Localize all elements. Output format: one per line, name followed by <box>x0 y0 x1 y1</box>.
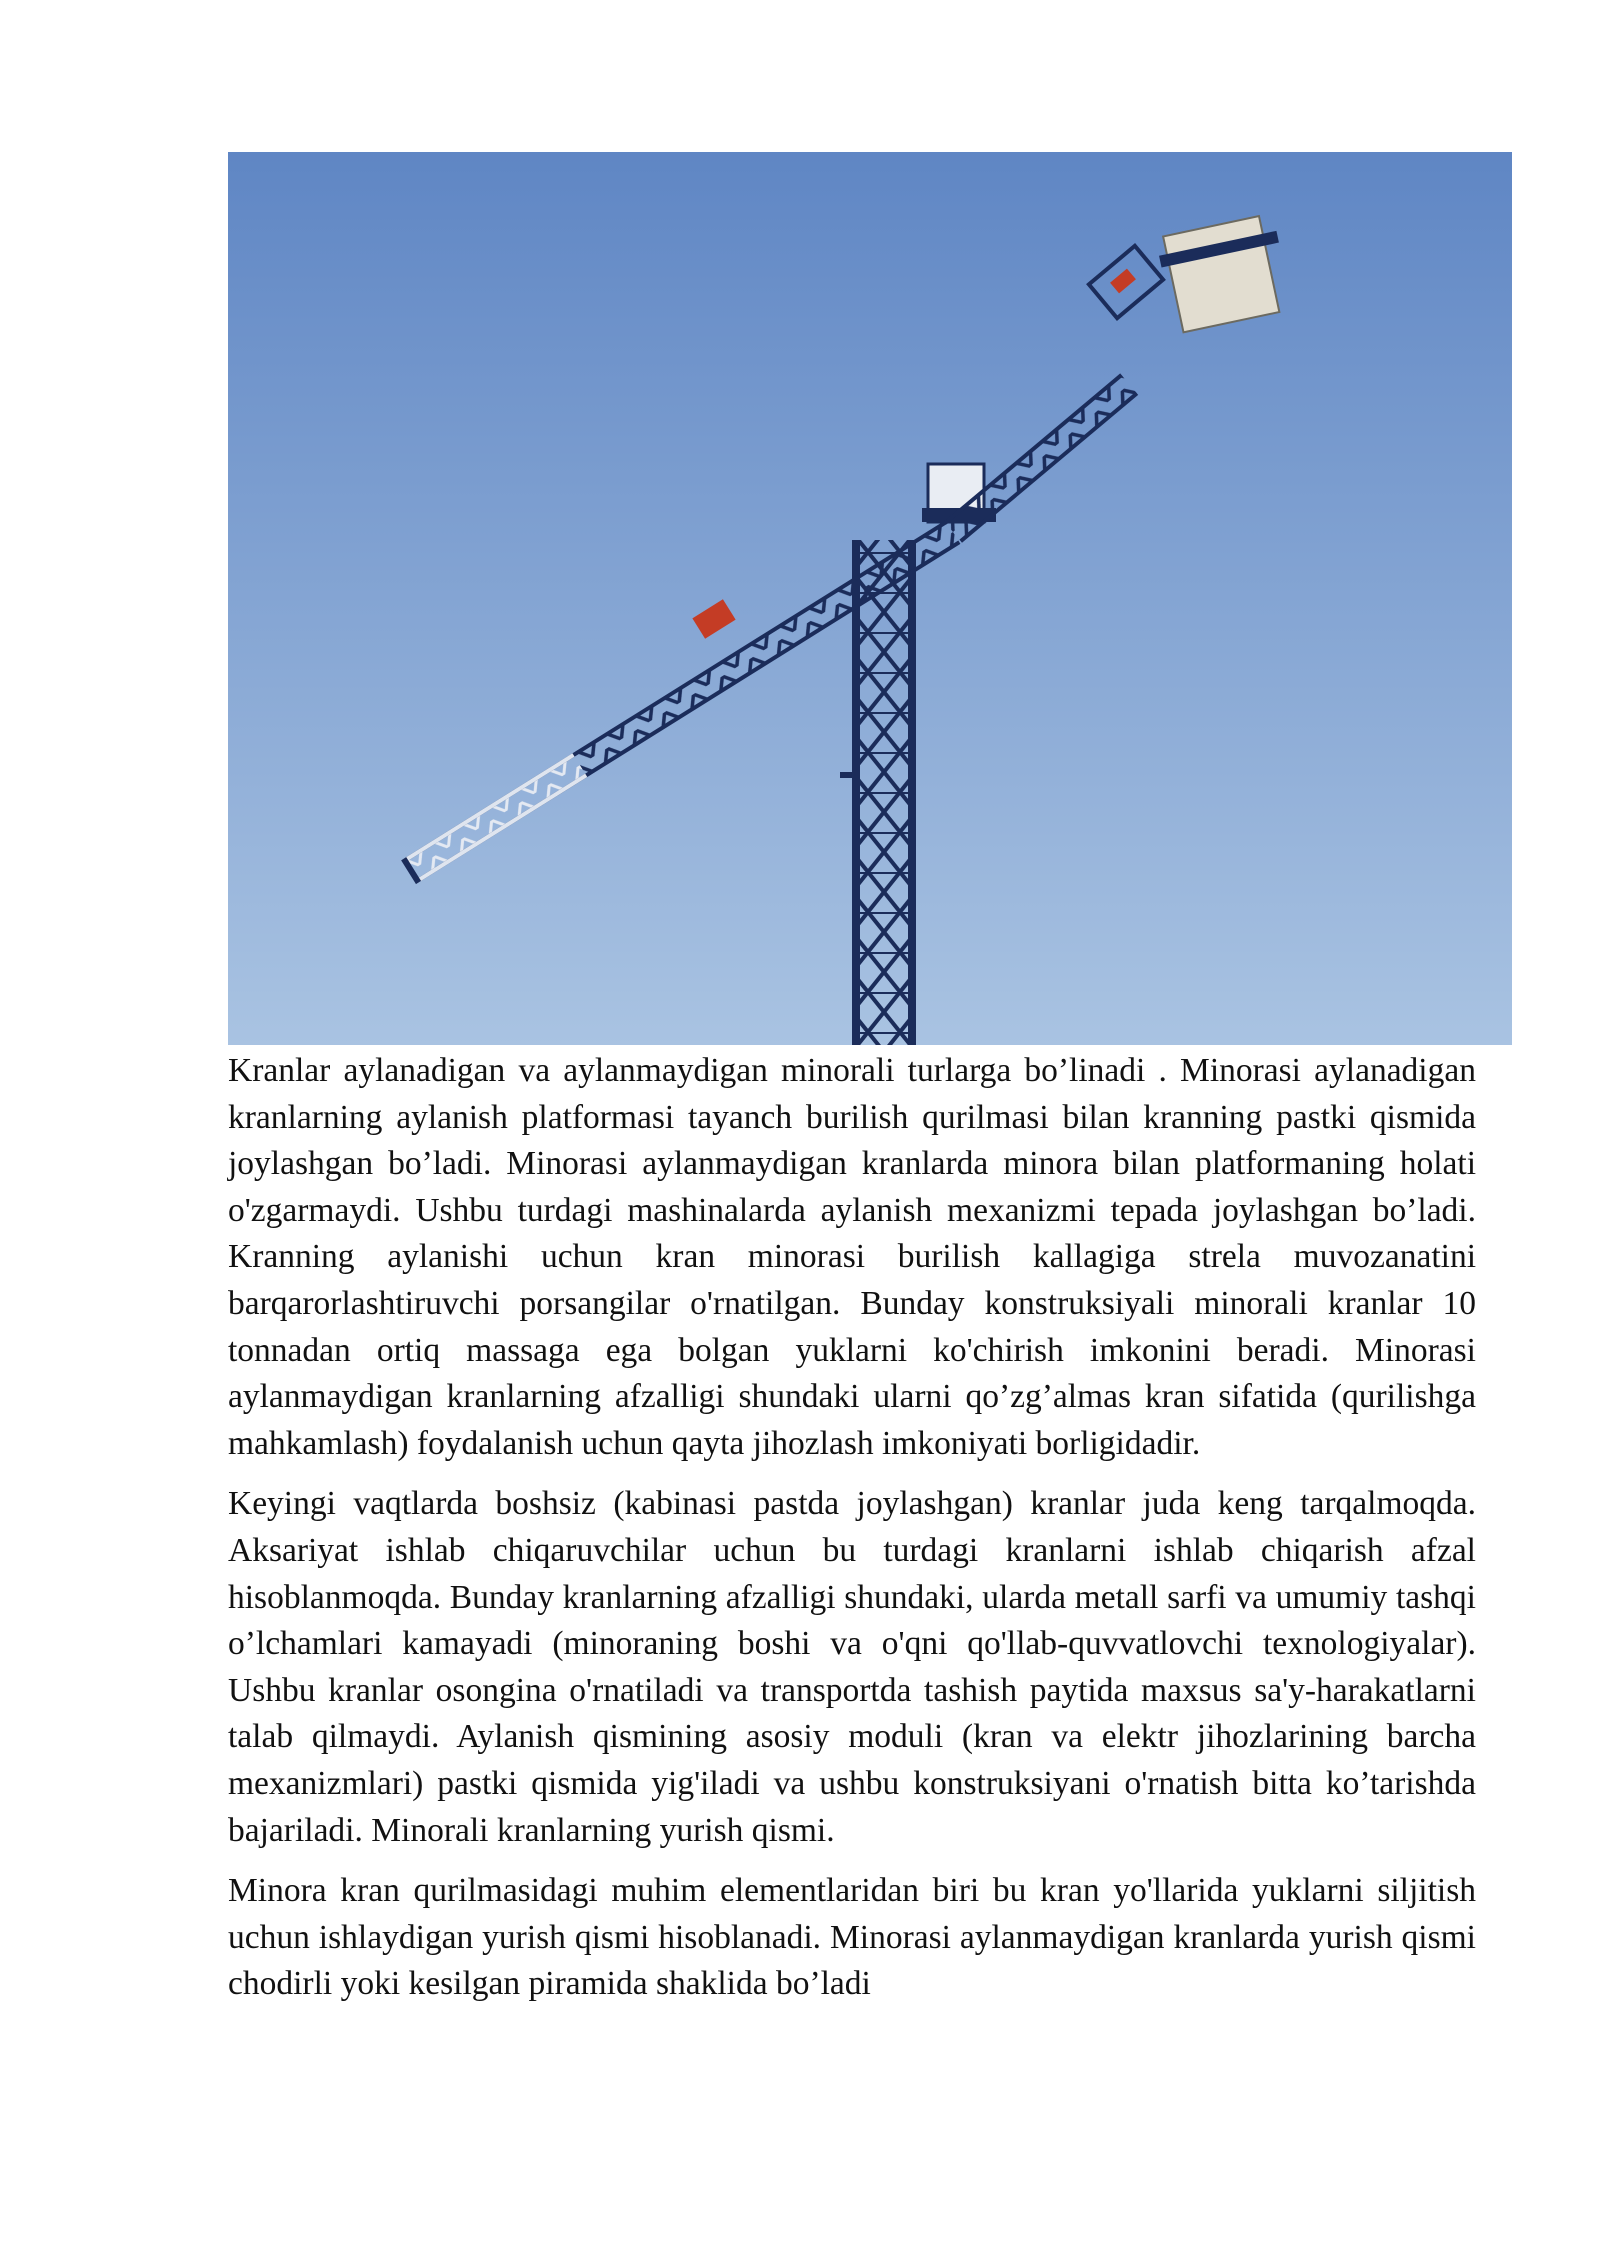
paragraph-2: Keyingi vaqtlarda boshsiz (kabinasi pastda joylashgan) kranlar juda keng tarqalmoqda. Aksariyat ishlab chiqaruvchilar uchun bu turdagi kranlarni ishlab chiqarish afzal hisoblanmoqda. Bunday kranlarning afzalligi shundaki, ularda metall sarfi va umumiy tashqi o’lchamlari kamayadi (minoraning boshi va o'qni qo'llab-quvvatlovchi texnologiyalar). Ushbu kranlar osongina o'rnatiladi va transportda tashish paytida maxsus sa'y-harakatlarni talab qilmaydi. Aylanish qismining asosiy moduli (kran va elektr jihozlarining barcha mexanizmlari) pastki qismida yig'iladi va ushbu konstruksiyani o'rnatish bitta ko’tarishda bajariladi. Minorali kranlarning yurish qismi. <box>228 1485 1476 1849</box>
tower-crane-photo <box>228 152 1512 1045</box>
body-text <box>228 1048 1476 2022</box>
paragraph-3: Minora kran qurilmasidagi muhim elementlaridan biri bu kran yo'llarida yuklarni siljitish uchun ishlaydigan yurish qismi hisoblanadi. Minorasi aylanmaydigan kranlarda yurish qismi chodirli yoki kesilgan piramida shaklida bo’ladi <box>228 1872 1476 2003</box>
tower-crane-icon <box>228 152 1512 1045</box>
paragraph-1: Kranlar aylanadigan va aylanmaydigan minorali turlarga bo’linadi . Minorasi aylanadigan kranlarning aylanish platformasi tayanch burilish qurilmasi bilan kranning pastki qismida joylashgan bo’ladi. Minorasi aylanmaydigan kranlarda minora bilan platformaning holati o'zgarmaydi. Ushbu turdagi mashinalarda aylanish mexanizmi tepada joylashgan bo’ladi. Kranning aylanishi uchun kran minorasi burilish kallagiga strela muvozanatini barqarorlashtiruvchi porsangilar o'rnatilgan. Bunday konstruksiyali minorali kranlar 10 tonnadan ortiq massaga ega bolgan yuklarni ko'chirish imkonini beradi. Minorasi aylanmaydigan kranlarning afzalligi shundaki ularni qo’zg’almas kran sifatida (qurilishga mahkamlash) foydalanish uchun qayta jihozlash imkoniyati borligidadir. <box>228 1052 1476 1462</box>
